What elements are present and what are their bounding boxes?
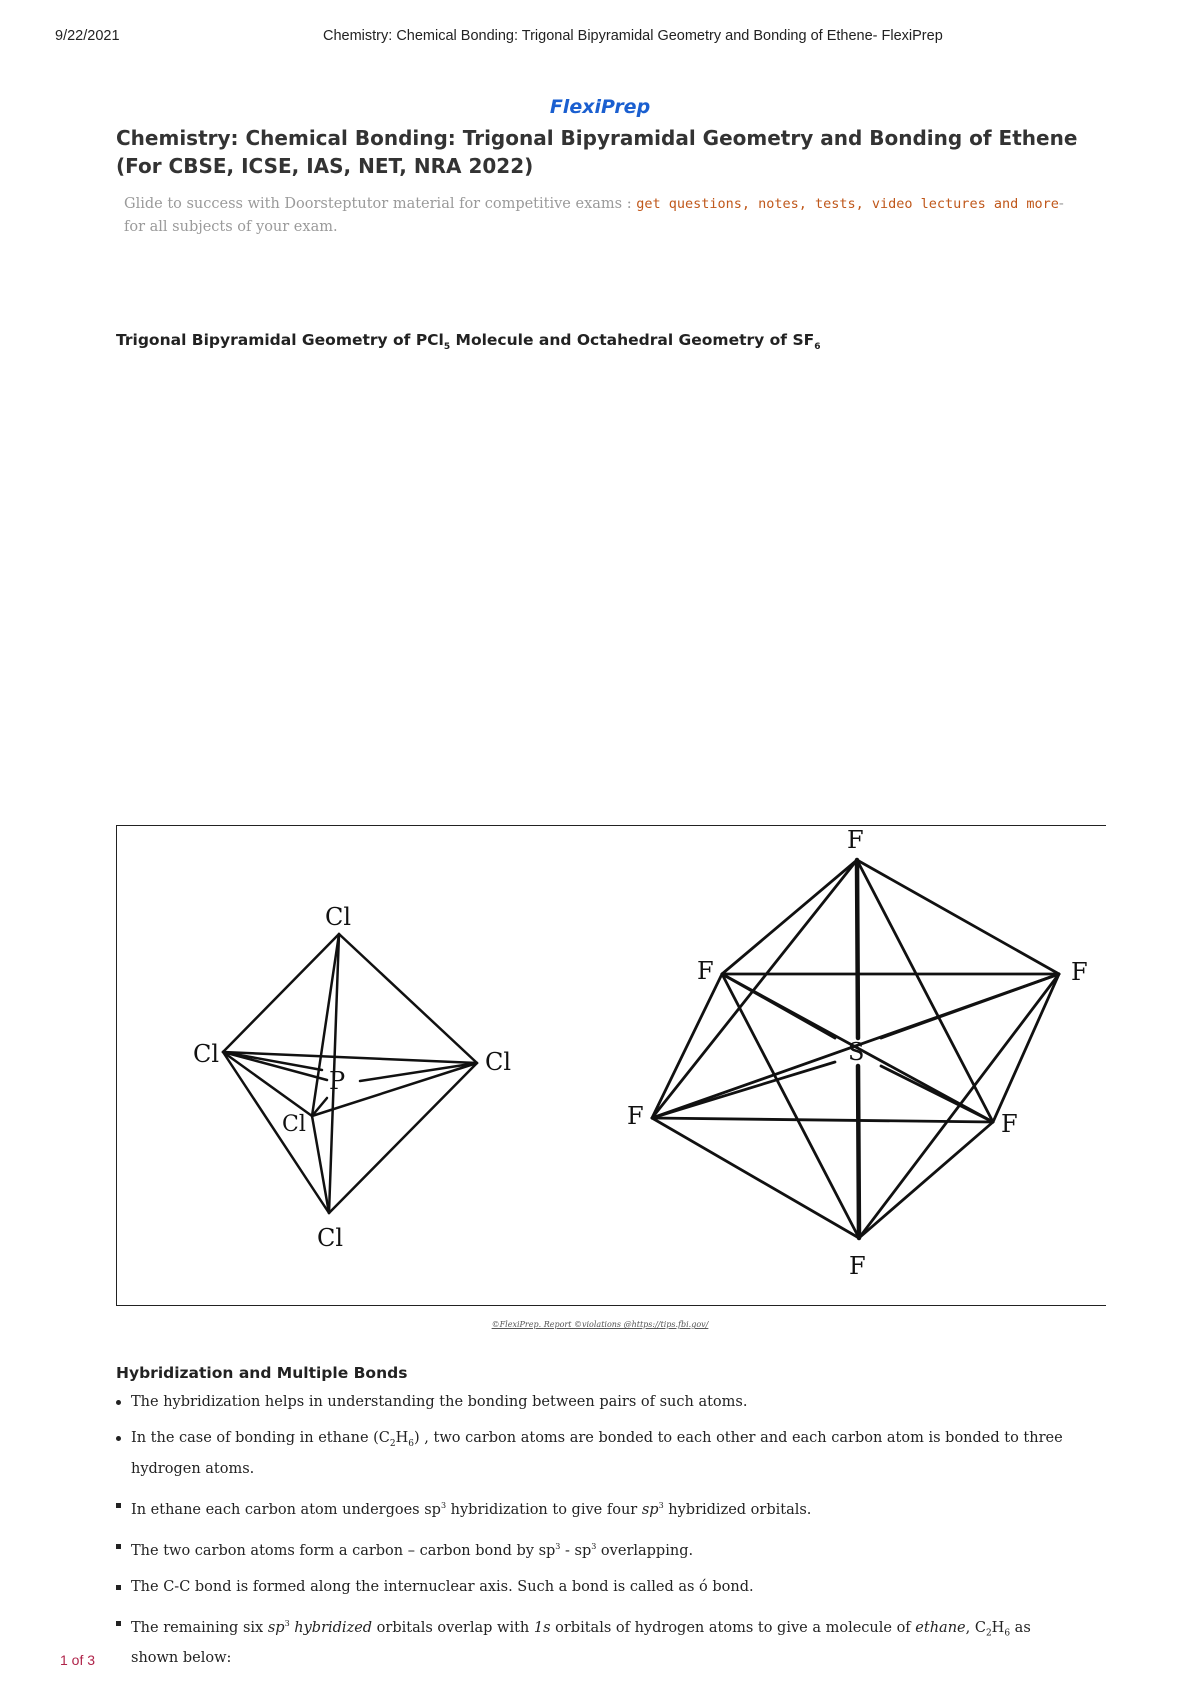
promo-tail: - for all subjects of your exam. xyxy=(124,196,1064,235)
molecule-geometry-diagram xyxy=(117,826,1107,1307)
sf6-bond xyxy=(652,1062,835,1118)
sf6-bond xyxy=(881,1066,993,1122)
sf6-center-label: S xyxy=(848,1038,865,1066)
promo-link[interactable]: get questions, notes, tests, video lectures and more xyxy=(636,196,1059,212)
list-item: The C-C bond is formed along the internuclear axis. Such a bond is called as ó bond. xyxy=(116,1575,1076,1600)
section-heading-geometry: Trigonal Bipyramidal Geometry of PCl$_5$ Molecule and Octahedral Geometry of $SF_6$ xyxy=(116,331,821,353)
section-heading-hybridization: Hybridization and Multiple Bonds xyxy=(116,1364,408,1382)
brand-logo-text[interactable]: FlexiPrep xyxy=(549,96,651,118)
image-credit[interactable]: ©FlexiPrep. Report ©violations @https://tips.fbi.gov/ xyxy=(491,1320,709,1329)
sf6-bond xyxy=(722,860,857,974)
pcl5-bond xyxy=(360,1063,477,1081)
list-item: The remaining six $sp^3$ hybridized orbitals overlap with 1s orbitals of hydrogen atoms to give a molecule of ethane, $C_2H_6$ as shown below: xyxy=(116,1611,1076,1672)
pcl5-center-label: P xyxy=(329,1067,346,1095)
sf6-bond xyxy=(881,974,1059,1038)
print-title: Chemistry: Chemical Bonding: Trigonal Bipyramidal Geometry and Bonding of Ethene- FlexiPrep xyxy=(323,28,943,44)
promo-text xyxy=(124,193,1064,239)
sf6-atom-label: F xyxy=(697,957,714,985)
list-item: The hybridization helps in understanding the bonding between pairs of such atoms. xyxy=(116,1390,1076,1415)
pcl5-diagram xyxy=(223,934,477,1213)
list-item: In the case of bonding in ethane $(C_2H_6)$ , two carbon atoms are bonded to each other and each carbon atom is bonded to three hydrogen atoms. xyxy=(116,1426,1076,1482)
sf6-atom-label: F xyxy=(1071,958,1088,986)
pcl5-atom-label: Cl xyxy=(193,1040,220,1068)
pcl5-bond xyxy=(339,934,477,1063)
sf6-bond xyxy=(652,860,857,1118)
promo-lead: Glide to success with Doorsteptutor material for competitive exams : xyxy=(124,196,637,212)
pcl5-bond xyxy=(223,1052,312,1116)
page-number: 1 of 3 xyxy=(60,1652,96,1668)
sf6-axial-bond xyxy=(857,860,858,1038)
sf6-axial-bond xyxy=(858,1066,859,1238)
list-item: In ethane each carbon atom undergoes $sp^3$ hybridization to give four $sp^3$ hybridized orbitals. xyxy=(116,1493,1076,1523)
sf6-bond xyxy=(859,1122,993,1238)
list-item: The two carbon atoms form a carbon – carbon bond by $sp^3 - sp^3$ overlapping. xyxy=(116,1534,1076,1564)
pcl5-atom-label: Cl xyxy=(282,1112,306,1137)
pcl5-atom-label: Cl xyxy=(485,1048,512,1076)
sf6-atom-label: F xyxy=(1001,1110,1018,1138)
sf6-atom-label: F xyxy=(849,1252,866,1280)
bullet-list xyxy=(116,1390,1076,1682)
sf6-atom-label: F xyxy=(627,1102,644,1130)
print-date: 9/22/2021 xyxy=(55,28,120,44)
pcl5-atom-label: Cl xyxy=(317,1224,344,1252)
print-header xyxy=(55,28,1145,48)
molecule-geometry-figure xyxy=(116,825,1106,1306)
pcl5-atom-label: Cl xyxy=(325,903,352,931)
page-title: Chemistry: Chemical Bonding: Trigonal Bipyramidal Geometry and Bonding of Ethene (For CBSE, ICSE, IAS, NET, NRA 2022) xyxy=(116,126,1078,178)
pcl5-bond xyxy=(223,934,339,1052)
sf6-atom-label: F xyxy=(847,826,864,854)
sf6-bond xyxy=(652,1118,993,1122)
